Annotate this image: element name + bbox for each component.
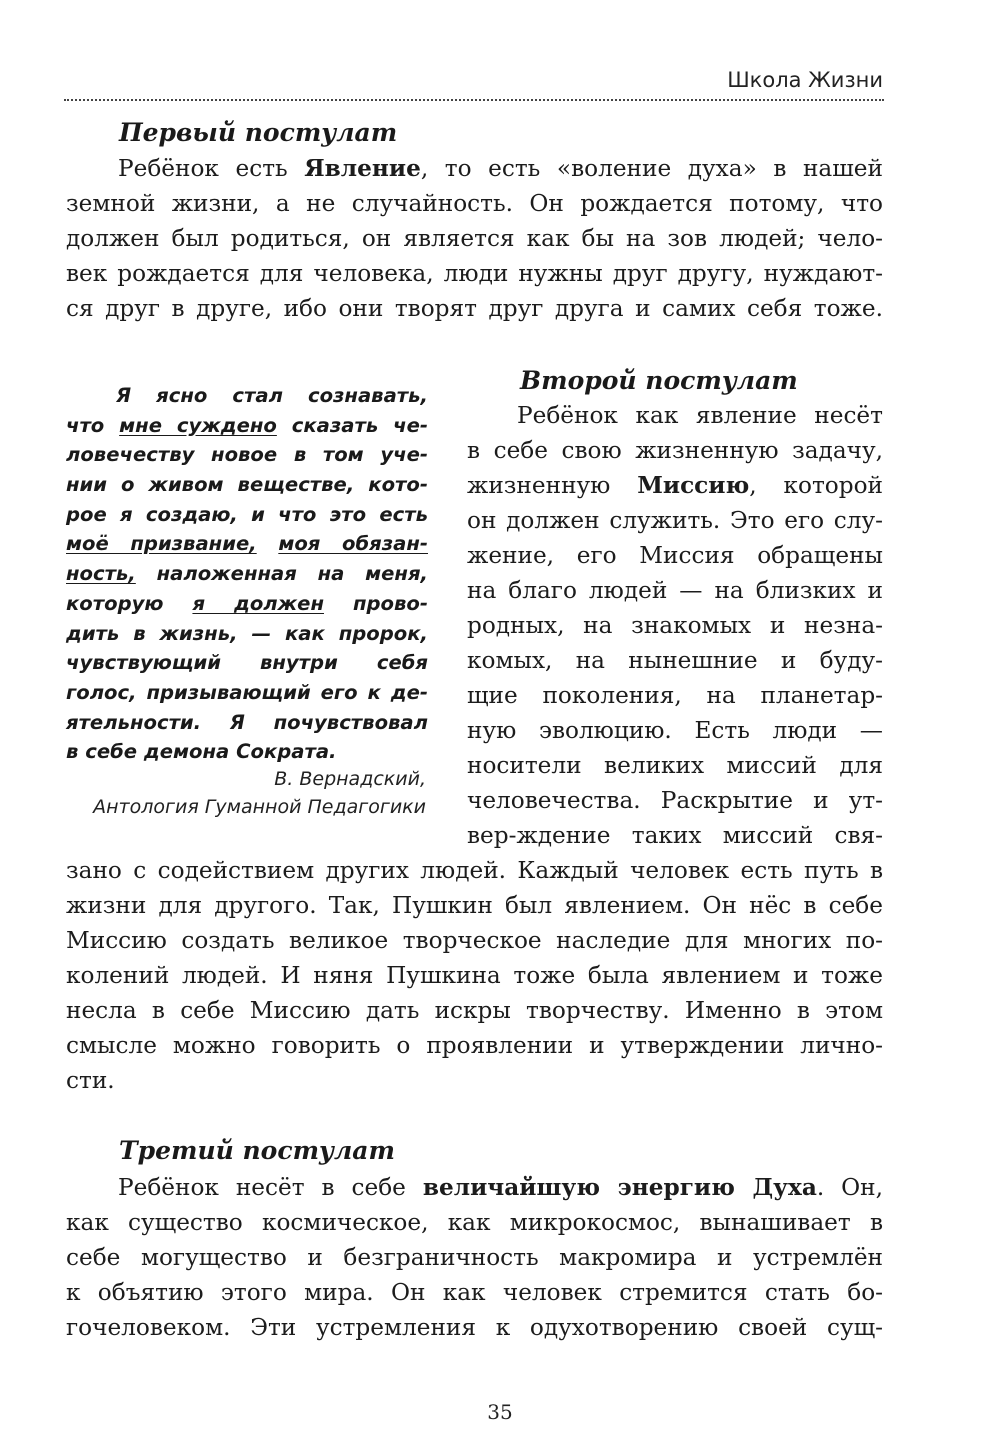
header-divider: [64, 99, 884, 101]
postulate3-paragraph: [66, 1170, 883, 1345]
paragraph-line: себе могущество и безграничность макромира и устремлён: [66, 1244, 883, 1271]
paragraph-line: сти.: [66, 1067, 115, 1094]
bold-term: Явление: [304, 155, 421, 182]
page-number: 35: [487, 1400, 513, 1424]
paragraph-line: ся друг в друге, ибо они творят друг друга и самих себя тоже.: [66, 295, 883, 322]
paragraph-line: зано с содействием других людей. Каждый человек есть путь в: [66, 857, 883, 884]
quote-line: рое я создаю, и что это есть: [66, 502, 428, 526]
paragraph-line: гочеловеком. Эти устремления к одухотворению своей сущ-: [66, 1314, 883, 1341]
paragraph-line: человечества. Раскрытие и ут-: [467, 787, 883, 814]
paragraph-line: земной жизни, а не случайность. Он рождается потому, что: [66, 190, 883, 217]
paragraph-line: в себе свою жизненную задачу,: [467, 437, 883, 464]
paragraph-line: как существо космическое, как микрокосмос, вынашивает в: [66, 1209, 883, 1236]
postulate1-heading: Первый постулат: [119, 118, 398, 147]
underlined-phrase: мне суждено: [119, 413, 277, 437]
postulate2-column: [467, 398, 883, 853]
paragraph-line: носители великих миссий для: [467, 752, 883, 779]
paragraph-line: щие поколения, на планетар-: [467, 682, 883, 709]
quote-attribution: [66, 765, 426, 821]
paragraph-line: Ребёнок несёт в себе величайшую энергию Духа. Он,: [118, 1174, 884, 1201]
paragraph-line: век рождается для человека, люди нужны друг другу, нуждают-: [66, 260, 883, 287]
paragraph-line: на благо людей — на близких и: [467, 577, 883, 604]
running-header: Школа Жизни: [727, 68, 883, 92]
paragraph-line: жизненную Миссию, которой: [467, 472, 883, 499]
quote-line: которую я должен прово-: [66, 591, 428, 615]
paragraph-line: ную эволюцию. Есть люди —: [467, 717, 883, 744]
paragraph-line: он должен служить. Это его слу-: [467, 507, 883, 534]
paragraph-line: смысле можно говорить о проявлении и утверждении лично-: [66, 1032, 883, 1059]
underlined-phrase: я должен: [192, 591, 324, 615]
quote-line: голос, призывающий его к де-: [66, 680, 428, 704]
postulate3-heading: Третий постулат: [119, 1136, 395, 1165]
quote-line: ловечеству новое в том уче-: [66, 443, 428, 467]
underlined-phrase: ность,: [66, 562, 136, 586]
quote-line: ятельности. Я почувствовал: [66, 710, 428, 734]
paragraph-line: колений людей. И няня Пушкина тоже была явлением и тоже: [66, 962, 883, 989]
quote-line: в себе демона Сократа.: [66, 740, 337, 764]
paragraph-line: вер-ждение таких миссий свя-: [467, 822, 883, 849]
paragraph-line: жение, его Миссия обращены: [467, 542, 883, 569]
paragraph-line: Ребёнок есть Явление, то есть «воление духа» в нашей: [118, 155, 883, 182]
quote-line: нии о живом веществе, кото-: [66, 473, 428, 497]
quote-line: ность, наложенная на меня,: [66, 562, 428, 586]
sidebar-quote: [66, 381, 428, 767]
paragraph-line: жизни для другого. Так, Пушкин был явлением. Он нёс в себе: [66, 892, 883, 919]
quote-line: чувствующий внутри себя: [66, 651, 428, 675]
quote-author: В. Вернадский,: [274, 768, 426, 790]
quote-line: [66, 529, 428, 559]
underlined-phrase: моё призвание,: [66, 532, 257, 556]
paragraph-line: Миссию создать великое творческое наследие для многих по-: [66, 927, 883, 954]
quote-line: дить в жизнь, — как пророк,: [66, 621, 428, 645]
paragraph-line: к объятию этого мира. Он как человек стремится стать бо-: [66, 1279, 883, 1306]
quote-line: Я ясно стал сознавать,: [116, 384, 428, 407]
paragraph-line: несла в себе Миссию дать искры творчеству. Именно в этом: [66, 997, 883, 1024]
bold-term: величайшую энергию Духа: [422, 1174, 817, 1201]
underlined-phrase: моя обязан-: [278, 532, 428, 556]
paragraph-line: комых, на нынешние и буду-: [467, 647, 883, 674]
quote-line: что мне суждено сказать че-: [66, 413, 428, 437]
paragraph-line: родных, на знакомых и незна-: [467, 612, 883, 639]
bold-term: Миссию: [637, 472, 750, 499]
postulate2-continuation: [66, 853, 883, 1098]
postulate1-paragraph: [66, 151, 883, 326]
postulate2-heading: Второй постулат: [520, 366, 798, 395]
paragraph-line: должен был родиться, он является как бы на зов людей; чело-: [66, 225, 883, 252]
paragraph-line: Ребёнок как явление несёт: [517, 402, 883, 429]
quote-source: Антология Гуманной Педагогики: [93, 796, 426, 818]
